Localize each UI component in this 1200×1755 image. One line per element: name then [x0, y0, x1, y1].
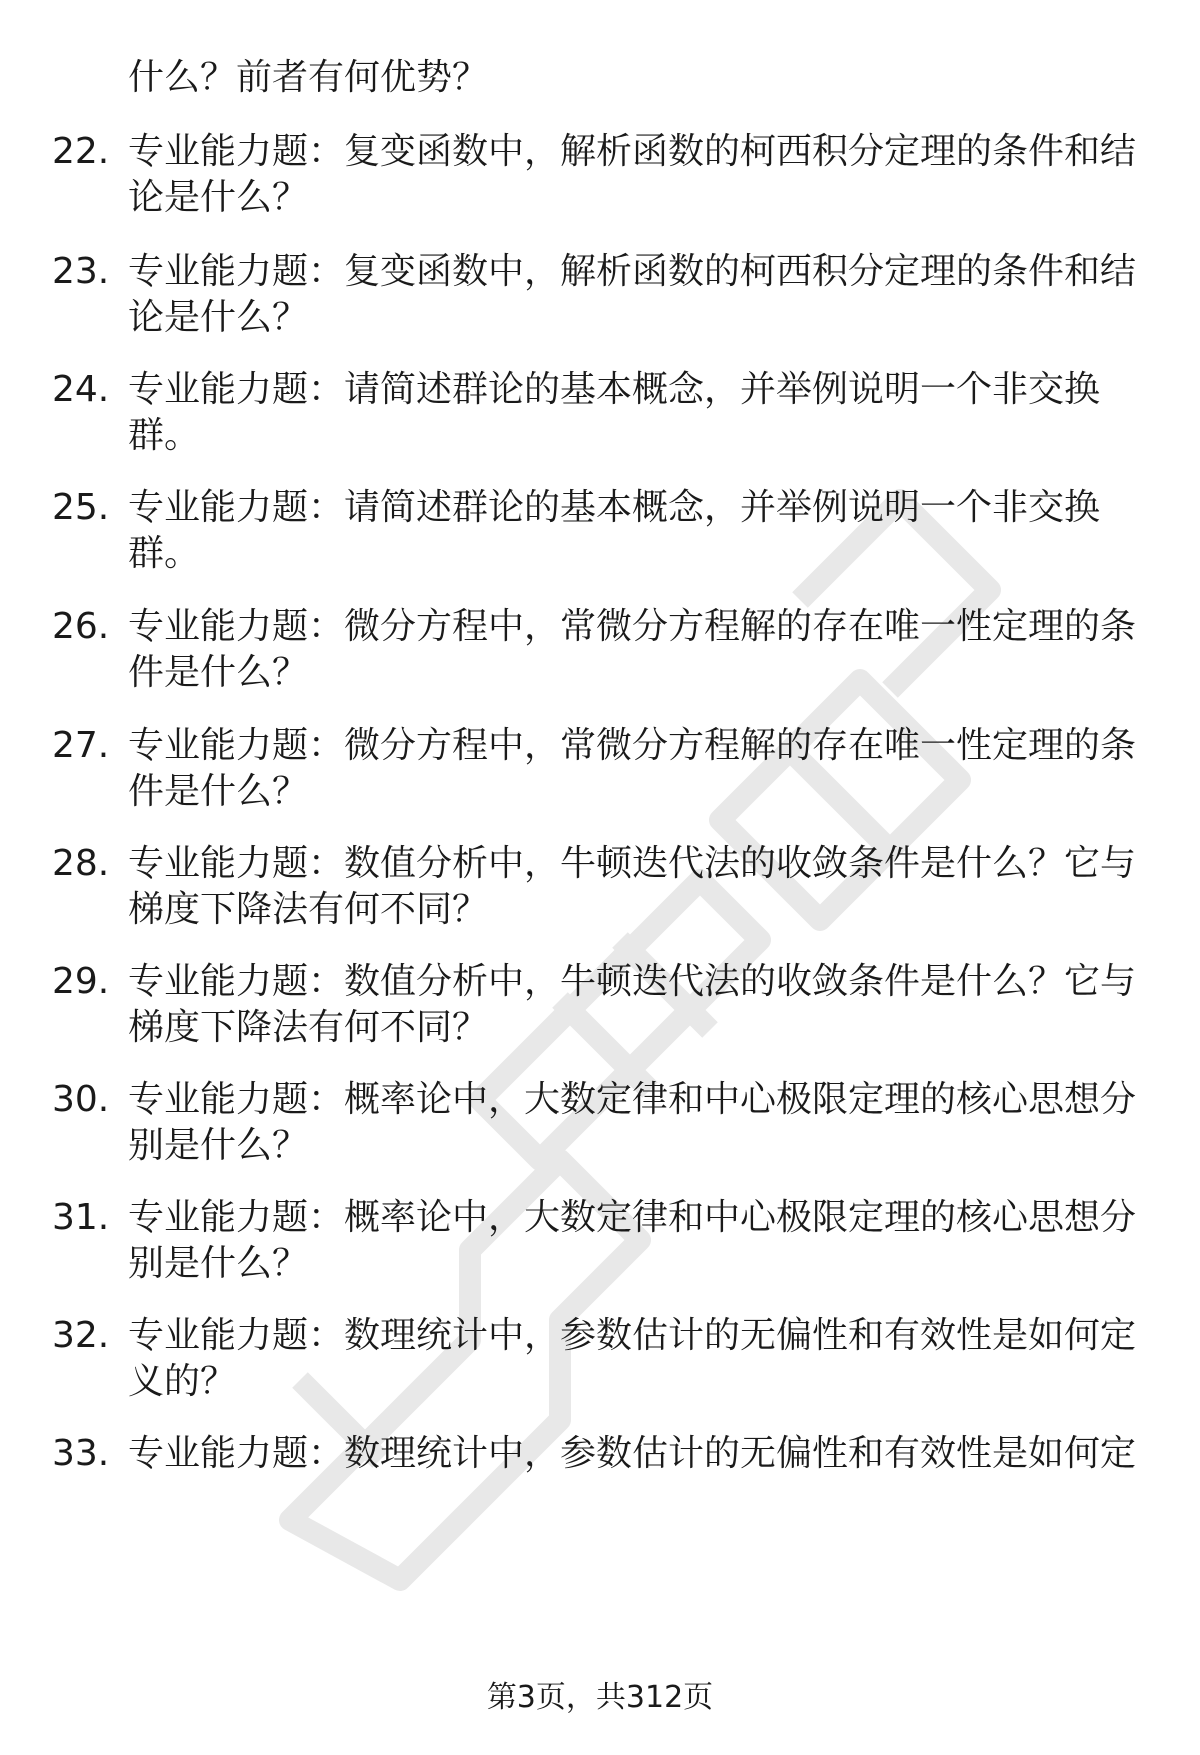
item-line: 梯度下降法有何不同？ — [128, 1007, 489, 1048]
item-line: 群。 — [128, 415, 201, 456]
item-line: 专业能力题：数理统计中，参数估计的无偏性和有效性是如何定 — [128, 1433, 1137, 1474]
item-line: 专业能力题：请简述群论的基本概念，并举例说明一个非交换 — [128, 487, 1101, 528]
item-number: 29. — [52, 961, 110, 1002]
item-line: 梯度下降法有何不同？ — [128, 889, 489, 930]
item-number: 31. — [52, 1197, 110, 1238]
item-line: 专业能力题：复变函数中，解析函数的柯西积分定理的条件和结 — [128, 131, 1137, 172]
item-number: 28. — [52, 843, 110, 884]
item-number: 22. — [52, 131, 110, 172]
item-number: 30. — [52, 1079, 110, 1120]
item-line: 件是什么？ — [128, 771, 309, 812]
item-line: 群。 — [128, 533, 201, 574]
item-number: 32. — [52, 1315, 110, 1356]
item-number: 23. — [52, 251, 110, 292]
item-line: 专业能力题：请简述群论的基本概念，并举例说明一个非交换 — [128, 369, 1101, 410]
page-footer: 第3页，共312页 — [486, 1680, 714, 1715]
item-line: 专业能力题：数值分析中，牛顿迭代法的收敛条件是什么？它与 — [128, 961, 1137, 1002]
item-line: 义的？ — [128, 1361, 237, 1402]
item-number: 26. — [52, 606, 110, 647]
item-line: 什么？前者有何优势？ — [128, 57, 489, 98]
item-number: 33. — [52, 1433, 110, 1474]
item-line: 专业能力题：概率论中，大数定律和中心极限定理的核心思想分 — [128, 1079, 1137, 1120]
item-line: 专业能力题：数理统计中，参数估计的无偏性和有效性是如何定 — [128, 1315, 1137, 1356]
item-line: 专业能力题：微分方程中，常微分方程解的存在唯一性定理的条 — [128, 606, 1137, 647]
item-line: 别是什么？ — [128, 1125, 309, 1166]
item-line: 论是什么？ — [128, 297, 309, 338]
item-line: 件是什么？ — [128, 652, 309, 693]
item-number: 24. — [52, 369, 110, 410]
item-line: 专业能力题：微分方程中，常微分方程解的存在唯一性定理的条 — [128, 725, 1137, 766]
item-line: 别是什么？ — [128, 1243, 309, 1284]
item-line: 论是什么？ — [128, 177, 309, 218]
item-line: 专业能力题：数值分析中，牛顿迭代法的收敛条件是什么？它与 — [128, 843, 1137, 884]
item-line: 专业能力题：复变函数中，解析函数的柯西积分定理的条件和结 — [128, 251, 1137, 292]
item-number: 25. — [52, 487, 110, 528]
item-number: 27. — [52, 725, 110, 766]
item-line: 专业能力题：概率论中，大数定律和中心极限定理的核心思想分 — [128, 1197, 1137, 1238]
